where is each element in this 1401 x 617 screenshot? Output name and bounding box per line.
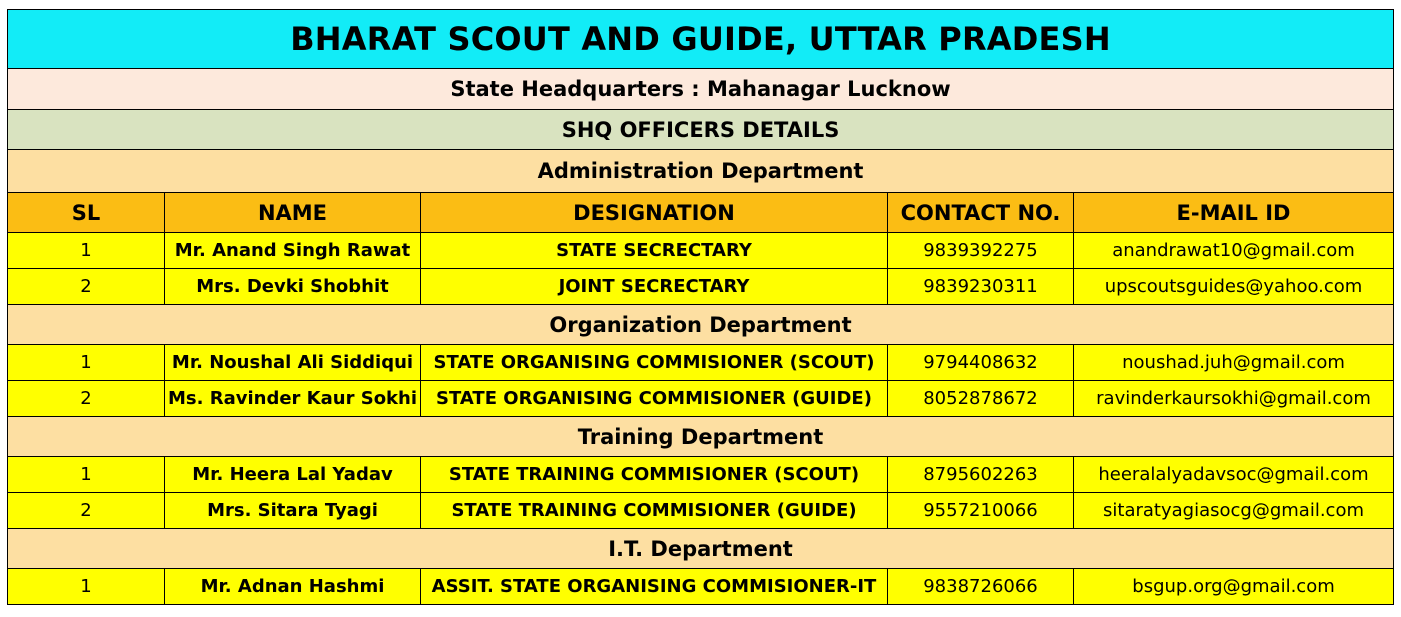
- table-row: [8, 381, 1394, 417]
- table-row: [8, 457, 1394, 493]
- department-row: [8, 529, 1394, 569]
- cell-email: upscoutsguides@yahoo.com: [1074, 269, 1394, 305]
- cell-email: sitaratyagiasocg@gmail.com: [1074, 493, 1394, 529]
- cell-contact: 9838726066: [888, 569, 1074, 605]
- cell-contact: 9557210066: [888, 493, 1074, 529]
- cell-contact: 9794408632: [888, 345, 1074, 381]
- cell-name: Mr. Noushal Ali Siddiqui: [165, 345, 421, 381]
- column-header-name: NAME: [165, 193, 421, 233]
- column-header-contact: CONTACT NO.: [888, 193, 1074, 233]
- headquarters-label: State Headquarters : Mahanagar Lucknow: [8, 69, 1394, 110]
- cell-email: anandrawat10@gmail.com: [1074, 233, 1394, 269]
- column-header-designation: DESIGNATION: [421, 193, 888, 233]
- cell-designation: ASSIT. STATE ORGANISING COMMISIONER-IT: [421, 569, 888, 605]
- headquarters-row: [8, 69, 1394, 110]
- cell-sl: 1: [8, 345, 165, 381]
- cell-designation: STATE ORGANISING COMMISIONER (GUIDE): [421, 381, 888, 417]
- cell-designation: STATE TRAINING COMMISIONER (GUIDE): [421, 493, 888, 529]
- table-row: [8, 233, 1394, 269]
- officers-table: [7, 9, 1394, 605]
- cell-name: Ms. Ravinder Kaur Sokhi: [165, 381, 421, 417]
- cell-contact: 8052878672: [888, 381, 1074, 417]
- cell-email: noushad.juh@gmail.com: [1074, 345, 1394, 381]
- cell-sl: 2: [8, 493, 165, 529]
- table-row: [8, 269, 1394, 305]
- cell-sl: 2: [8, 269, 165, 305]
- cell-designation: JOINT SECRECTARY: [421, 269, 888, 305]
- cell-email: bsgup.org@gmail.com: [1074, 569, 1394, 605]
- cell-name: Mr. Adnan Hashmi: [165, 569, 421, 605]
- department-row: [8, 150, 1394, 193]
- section-title-row: [8, 110, 1394, 150]
- column-header-email: E-MAIL ID: [1074, 193, 1394, 233]
- page-title: BHARAT SCOUT AND GUIDE, UTTAR PRADESH: [8, 10, 1394, 69]
- cell-sl: 1: [8, 457, 165, 493]
- cell-sl: 1: [8, 569, 165, 605]
- department-name: Organization Department: [8, 305, 1394, 345]
- table-row: [8, 493, 1394, 529]
- section-title: SHQ OFFICERS DETAILS: [8, 110, 1394, 150]
- cell-sl: 1: [8, 233, 165, 269]
- cell-contact: 9839230311: [888, 269, 1074, 305]
- cell-name: Mrs. Devki Shobhit: [165, 269, 421, 305]
- officers-table-body: [8, 10, 1394, 605]
- cell-designation: STATE ORGANISING COMMISIONER (SCOUT): [421, 345, 888, 381]
- column-header-sl: SL: [8, 193, 165, 233]
- cell-designation: STATE SECRECTARY: [421, 233, 888, 269]
- cell-name: Mr. Heera Lal Yadav: [165, 457, 421, 493]
- cell-email: ravinderkaursokhi@gmail.com: [1074, 381, 1394, 417]
- cell-contact: 8795602263: [888, 457, 1074, 493]
- department-name: I.T. Department: [8, 529, 1394, 569]
- cell-name: Mr. Anand Singh Rawat: [165, 233, 421, 269]
- cell-contact: 9839392275: [888, 233, 1074, 269]
- cell-name: Mrs. Sitara Tyagi: [165, 493, 421, 529]
- department-row: [8, 417, 1394, 457]
- department-name: Administration Department: [8, 150, 1394, 193]
- department-name: Training Department: [8, 417, 1394, 457]
- cell-designation: STATE TRAINING COMMISIONER (SCOUT): [421, 457, 888, 493]
- title-row: [8, 10, 1394, 69]
- cell-sl: 2: [8, 381, 165, 417]
- column-header-row: [8, 193, 1394, 233]
- department-row: [8, 305, 1394, 345]
- cell-email: heeralalyadavsoc@gmail.com: [1074, 457, 1394, 493]
- table-row: [8, 569, 1394, 605]
- table-row: [8, 345, 1394, 381]
